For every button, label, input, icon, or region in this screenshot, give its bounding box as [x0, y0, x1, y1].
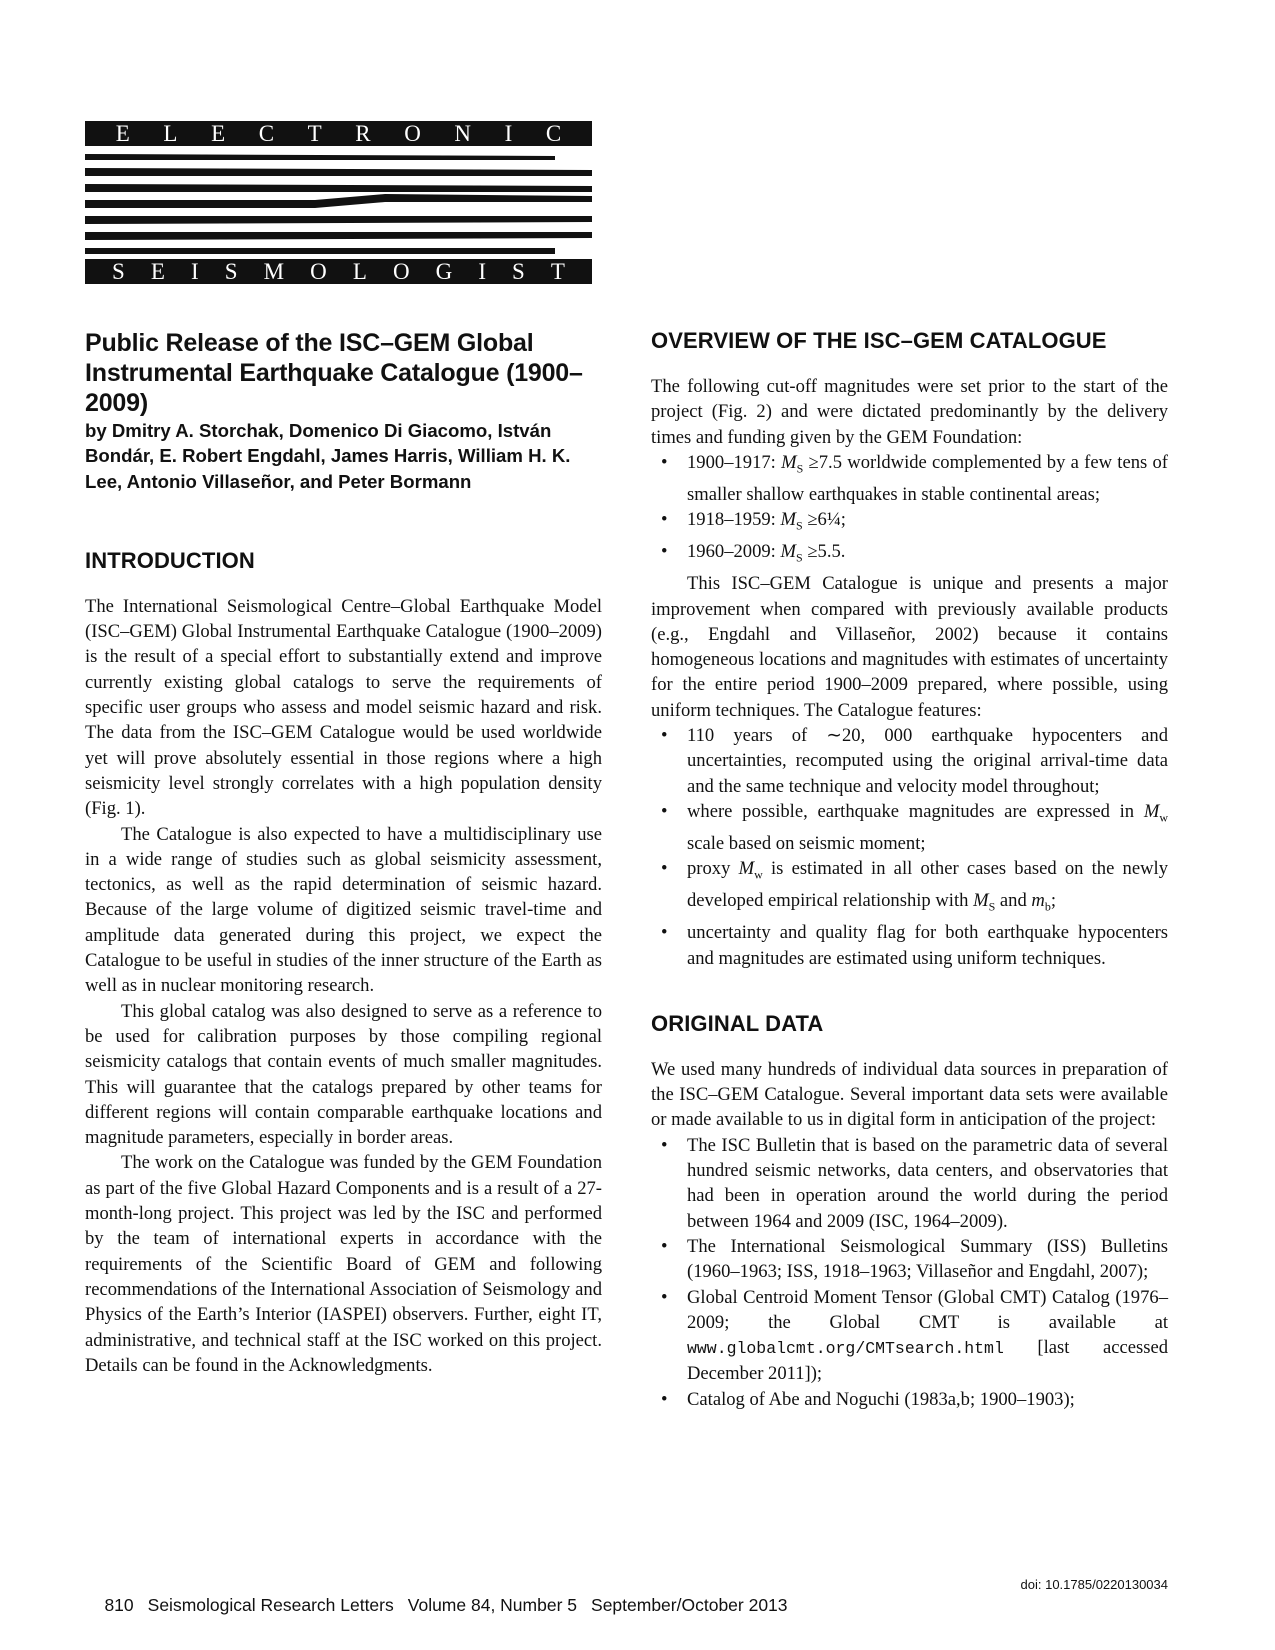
right-column	[651, 328, 1168, 1412]
masthead-letter: N	[454, 121, 472, 146]
list-item: • proxy $M_w$ is estimated in all other cases based on the newly developed empirical relationship with $M_S$ and $m_b$;	[687, 856, 1168, 920]
volume-number: Volume 84, Number 5	[407, 1595, 578, 1615]
list-item: • Catalog of Abe and Noguchi (1983a,b; 1900–1903);	[687, 1387, 1168, 1412]
masthead-letter: E	[211, 121, 226, 146]
list-item: • The ISC Bulletin that is based on the parametric data of several hundred seismic networks, data centers, and observatories that had been in operation around the world during the period between 1964 and 2009 (ISC, 1964–2009).	[687, 1133, 1168, 1234]
masthead-letter: C	[258, 121, 275, 146]
intro-paragraph-4: The work on the Catalogue was funded by the GEM Foundation as part of the five Global Hazard Components and is a result of a 27-month-long project. This project was led by the ISC and performed by the team of international experts in accordance with the requirements of the Scientific Board of GEM and following recommendations of the International Association of Seismology and Physics of the Earth’s Interior (IASPEI) observers. Further, eight IT, administrative, and technical staff at the ISC worked on this project. Details can be found in the Acknowledgments.	[85, 1152, 602, 1376]
masthead-letter: E	[115, 121, 130, 146]
overview-heading: OVERVIEW OF THE ISC–GEM CATALOGUE	[651, 328, 1107, 353]
masthead-letter: I	[478, 259, 486, 284]
masthead-letter: I	[191, 259, 199, 284]
masthead-letter: L	[352, 259, 367, 284]
journal-name: Seismological Research Letters	[147, 1595, 394, 1615]
list-item: • The International Seismological Summary (ISS) Bulletins (1960–1963; ISS, 1918–1963; Villaseñor and Engdahl, 2007);	[687, 1234, 1168, 1285]
list-item: • Global Centroid Moment Tensor (Global CMT) Catalog (1976–2009; the Global CMT is available at www.globalcmt.org/CMTsearch.html [last accessed December 2011]);	[687, 1285, 1168, 1387]
list-item: • 1900–1917: $M_S \ge 7.5$ worldwide complemented by a few tens of smaller shallow earthquakes in stable continental areas;	[687, 450, 1168, 507]
intro-paragraph-3: This global catalog was also designed to serve as a reference to be used for calibration purposes by those compiling regional seismicity catalogs that contain events of much smaller magnitudes. This will guarantee that the catalogs prepared by other teams for different regions will contain comparable earthquake locations and magnitude parameters, especially in border areas.	[85, 1000, 602, 1149]
page-number: 810	[104, 1595, 134, 1615]
masthead-letter: O	[310, 259, 327, 284]
catalogue-features-list	[651, 723, 1168, 971]
overview-paragraph-2: This ISC–GEM Catalogue is unique and presents a major improvement when compared with previously available products (e.g., Engdahl and Villaseñor, 2002) because it contains homogeneous locations and magnitudes with estimates of uncertainty for the entire period 1900–2009 prepared, where possible, using uniform techniques. The Catalogue features:	[651, 573, 1168, 721]
masthead-letter: O	[392, 259, 410, 284]
masthead-letter: I	[504, 121, 513, 146]
masthead-letter: G	[435, 259, 453, 284]
masthead-letter: R	[355, 121, 371, 146]
globalcmt-url-link[interactable]: www.globalcmt.org/CMTsearch.html	[687, 1339, 1004, 1359]
list-item: • where possible, earthquake magnitudes are expressed in $M_w$ scale based on seismic moment;	[687, 799, 1168, 856]
left-column	[85, 328, 602, 1378]
masthead-letter: S	[224, 259, 238, 284]
intro-paragraph-1: The International Seismological Centre–Global Earthquake Model (ISC–GEM) Global Instrumental Earthquake Catalogue (1900–2009) is the result of a special effort to substantially extend and improve currently existing global catalogs to serve the requirements of specific user groups who assess and model seismic hazard and risk. The data from the ISC–GEM Catalogue would be used worldwide yet will prove absolutely essential in those regions where a high seismicity level strongly correlates with a high population density (Fig. 1).	[85, 595, 602, 820]
masthead-letter: L	[163, 121, 178, 146]
doi-label: doi: 10.1785/0220130034	[1020, 1577, 1168, 1592]
original-data-paragraph-1: We used many hundreds of individual data sources in preparation of the ISC–GEM Catalogue. Several important data sets were available or made available to us in digital form in anticipation of the project:	[651, 1058, 1168, 1131]
original-data-heading: ORIGINAL DATA	[651, 1010, 824, 1036]
issue-date: September/October 2013	[591, 1595, 788, 1615]
article-title: Public Release of the ISC–GEM Global Instrumental Earthquake Catalogue (1900–2009)	[85, 329, 583, 417]
masthead-electronic-band	[85, 121, 592, 146]
masthead-seismologist-band	[85, 259, 592, 284]
article-authors: by Dmitry A. Storchak, Domenico Di Giacomo, István Bondár, E. Robert Engdahl, James Harris, William H. K. Lee, Antonio Villaseñor, and Peter Bormann	[85, 420, 571, 492]
intro-paragraph-2: The Catalogue is also expected to have a multidisciplinary use in a wide range of studies such as global seismicity assessment, tectonics, as well as the rapid determination of seismic hazard. Because of the large volume of digitized seismic travel-time and amplitude data generated during this project, we expect the Catalogue to be useful in studies of the inner structure of the Earth as well as in nuclear monitoring research.	[85, 823, 602, 997]
masthead-letter: E	[150, 259, 165, 284]
masthead-letter: O	[404, 121, 421, 146]
list-item: • 110 years of ∼20, 000 earthquake hypocenters and uncertainties, recomputed using the original arrival-time data and the same technique and velocity model throughout;	[687, 723, 1168, 799]
masthead-letter: C	[545, 121, 562, 146]
masthead-letter: S	[512, 259, 525, 284]
page-footer	[85, 1574, 1168, 1615]
list-item: • 1960–2009: $M_S \ge 5.5$.	[687, 539, 1168, 571]
masthead-letter: T	[307, 121, 322, 146]
masthead-letter: T	[550, 259, 565, 284]
cutoff-magnitude-list	[651, 450, 1168, 571]
masthead-letter: S	[112, 259, 125, 284]
data-sources-list	[651, 1133, 1168, 1412]
list-item: • 1918–1959: $M_S$ ≥6¼;	[687, 507, 1168, 539]
journal-masthead	[85, 121, 592, 284]
masthead-stripes-graphic	[85, 154, 592, 254]
list-item: • uncertainty and quality flag for both earthquake hypocenters and magnitudes are estimated using uniform techniques.	[687, 920, 1168, 971]
masthead-letter: M	[263, 259, 285, 284]
overview-paragraph-1: The following cut-off magnitudes were set prior to the start of the project (Fig. 2) and were dictated predominantly by the delivery times and funding given by the GEM Foundation:	[651, 376, 1168, 448]
introduction-heading: INTRODUCTION	[85, 547, 255, 573]
